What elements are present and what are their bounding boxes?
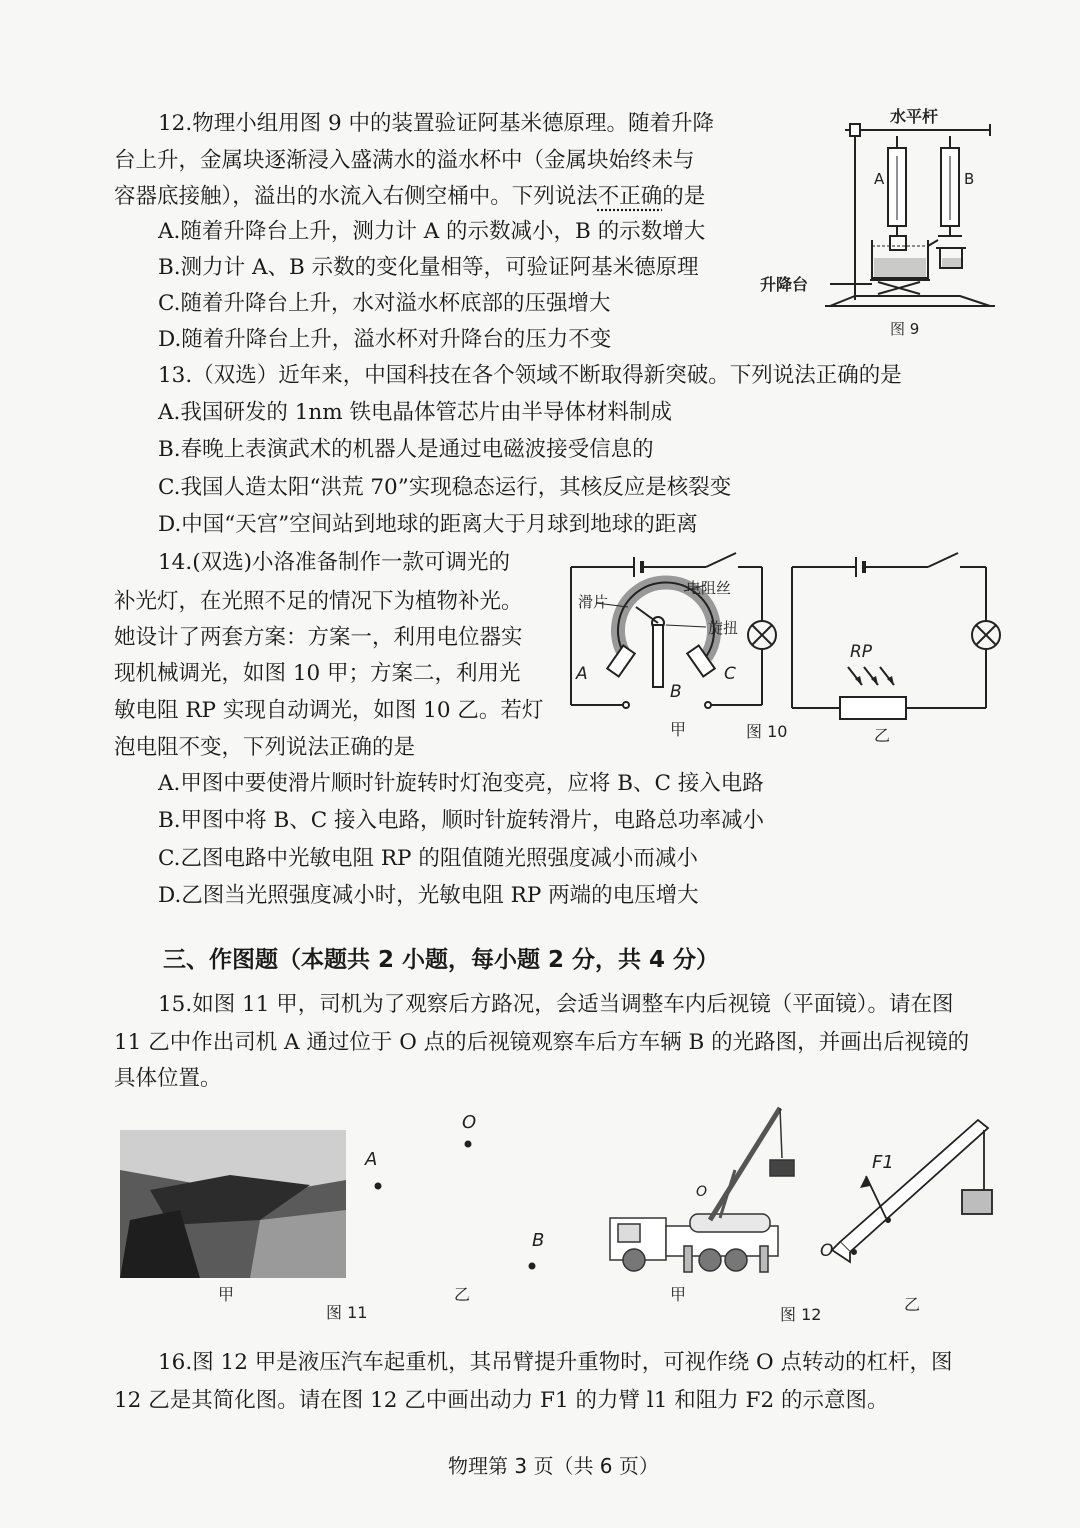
fig12-label-jia: 甲	[670, 1285, 687, 1304]
fig10-label-knob: 旋扭	[708, 619, 739, 637]
fig11-point-a	[375, 1183, 382, 1190]
q15-line1: 15.如图 11 甲，司机为了观察后方路况，会适当调整车内后视镜（平面镜）。请在图	[158, 992, 954, 1017]
q14-line6: 泡电阻不变，下列说法正确的是	[114, 735, 416, 760]
fig9-label-b: B	[964, 170, 975, 188]
fig12-jia-label-o: O	[696, 1184, 708, 1200]
q13-option-a: A.我国研发的 1nm 铁电晶体管芯片由半导体材料制成	[158, 400, 672, 425]
fig10-label-yi: 乙	[874, 726, 891, 745]
q12-line3-c: 的是	[662, 184, 706, 209]
fig10-label-slider: 滑片	[578, 593, 609, 611]
q13-option-c: C.我国人造太阳“洪荒 70”实现稳态运行，其核反应是核裂变	[158, 475, 732, 500]
q13-line1: 13.（双选）近年来，中国科技在各个领域不断取得新突破。下列说法正确的是	[158, 363, 902, 388]
fig11-label-jia: 甲	[218, 1285, 235, 1304]
fig10-label-terminal-a: A	[576, 664, 588, 684]
fig11-label-o: O	[462, 1112, 477, 1133]
fig9-label-a: A	[874, 170, 885, 188]
section-3-heading: 三、作图题（本题共 2 小题，每小题 2 分，共 4 分）	[163, 947, 720, 973]
q14-option-a: A.甲图中要使滑片顺时针旋转时灯泡变亮，应将 B、C 接入电路	[158, 771, 764, 796]
fig12-label-f1: F1	[872, 1152, 894, 1173]
q14-option-c: C.乙图电路中光敏电阻 RP 的阻值随光照强度减小而减小	[158, 846, 698, 871]
q14-line2: 补光灯，在光照不足的情况下为植物补光。	[114, 589, 523, 614]
q13-option-b: B.春晚上表演武术的机器人是通过电磁波接受信息的	[158, 437, 654, 462]
fig10-caption: 图 10	[746, 722, 788, 741]
q12-option-c: C.随着升降台上升，水对溢水杯底部的压强增大	[158, 291, 611, 316]
fig11-point-o	[465, 1141, 472, 1148]
fig11-label-a: A	[365, 1149, 378, 1170]
fig11-point-b	[529, 1263, 536, 1270]
q12-line1: 12.物理小组用图 9 中的装置验证阿基米德原理。随着升降	[158, 111, 715, 136]
figures-11-12	[110, 1100, 1010, 1330]
q12-option-d: D.随着升降台上升，溢水杯对升降台的压力不变	[158, 327, 612, 352]
fig9-label-lift-table: 升降台	[760, 275, 809, 294]
q13-option-d: D.中国“天宫”空间站到地球的距离大于月球到地球的距离	[158, 512, 698, 537]
q12-option-b: B.测力计 A、B 示数的变化量相等，可验证阿基米德原理	[158, 255, 699, 280]
q16-line1: 16.图 12 甲是液压汽车起重机，其吊臂提升重物时，可视作绕 O 点转动的杠杆，图	[158, 1350, 953, 1375]
fig11-label-yi: 乙	[454, 1285, 471, 1304]
fig10-label-jia: 甲	[670, 720, 687, 739]
q14-option-b: B.甲图中将 B、C 接入电路，顺时针旋转滑片，电路总功率减小	[158, 808, 765, 833]
q12-option-a: A.随着升降台上升，测力计 A 的示数减小，B 的示数增大	[158, 219, 706, 244]
fig9-caption: 图 9	[890, 320, 920, 338]
fig10-label-terminal-c: C	[724, 664, 736, 684]
fig11-caption: 图 11	[326, 1303, 368, 1322]
q12-emphasis-not-correct: 不正确	[597, 184, 663, 209]
figure-9	[760, 108, 1010, 340]
fig11-photo	[120, 1130, 346, 1278]
fig12-lever	[832, 1120, 992, 1262]
q14-line4: 现机械调光，如图 10 甲；方案二，利用光	[114, 661, 521, 686]
fig11-label-b: B	[532, 1230, 545, 1251]
fig10-label-rp: RP	[850, 642, 873, 662]
q15-line3: 具体位置。	[114, 1066, 222, 1091]
q14-line5: 敏电阻 RP 实现自动调光，如图 10 乙。若灯	[114, 698, 544, 723]
figure-10	[566, 545, 1016, 750]
q12-line3	[114, 186, 705, 208]
page-footer: 物理第 3 页（共 6 页）	[448, 1454, 659, 1478]
q14-line3: 她设计了两套方案：方案一，利用电位器实	[114, 625, 523, 650]
fig10-label-resistance-wire: 电阻丝	[686, 579, 732, 597]
fig12-yi-label-o: O	[820, 1241, 834, 1261]
fig9-label-horizontal-bar: 水平杆	[890, 108, 939, 126]
q12-line3-a: 容器底接触），溢出的水流入右侧空桶中。下列说法	[114, 184, 598, 209]
q14-option-d: D.乙图当光照强度减小时，光敏电阻 RP 两端的电压增大	[158, 883, 699, 908]
fig12-label-yi: 乙	[904, 1295, 921, 1314]
fig10-label-terminal-b: B	[670, 682, 682, 702]
q15-line2: 11 乙中作出司机 A 通过位于 O 点的后视镜观察车后方车辆 B 的光路图，并画出后视镜的	[114, 1030, 970, 1055]
q16-line2: 12 乙是其简化图。请在图 12 乙中画出动力 F1 的力臂 l1 和阻力 F2 的示意图。	[114, 1388, 889, 1413]
q14-line1: 14.(双选)小洛准备制作一款可调光的	[158, 550, 510, 575]
fig12-caption: 图 12	[780, 1305, 822, 1324]
q12-line2: 台上升，金属块逐渐浸入盛满水的溢水杯中（金属块始终未与	[114, 148, 695, 173]
